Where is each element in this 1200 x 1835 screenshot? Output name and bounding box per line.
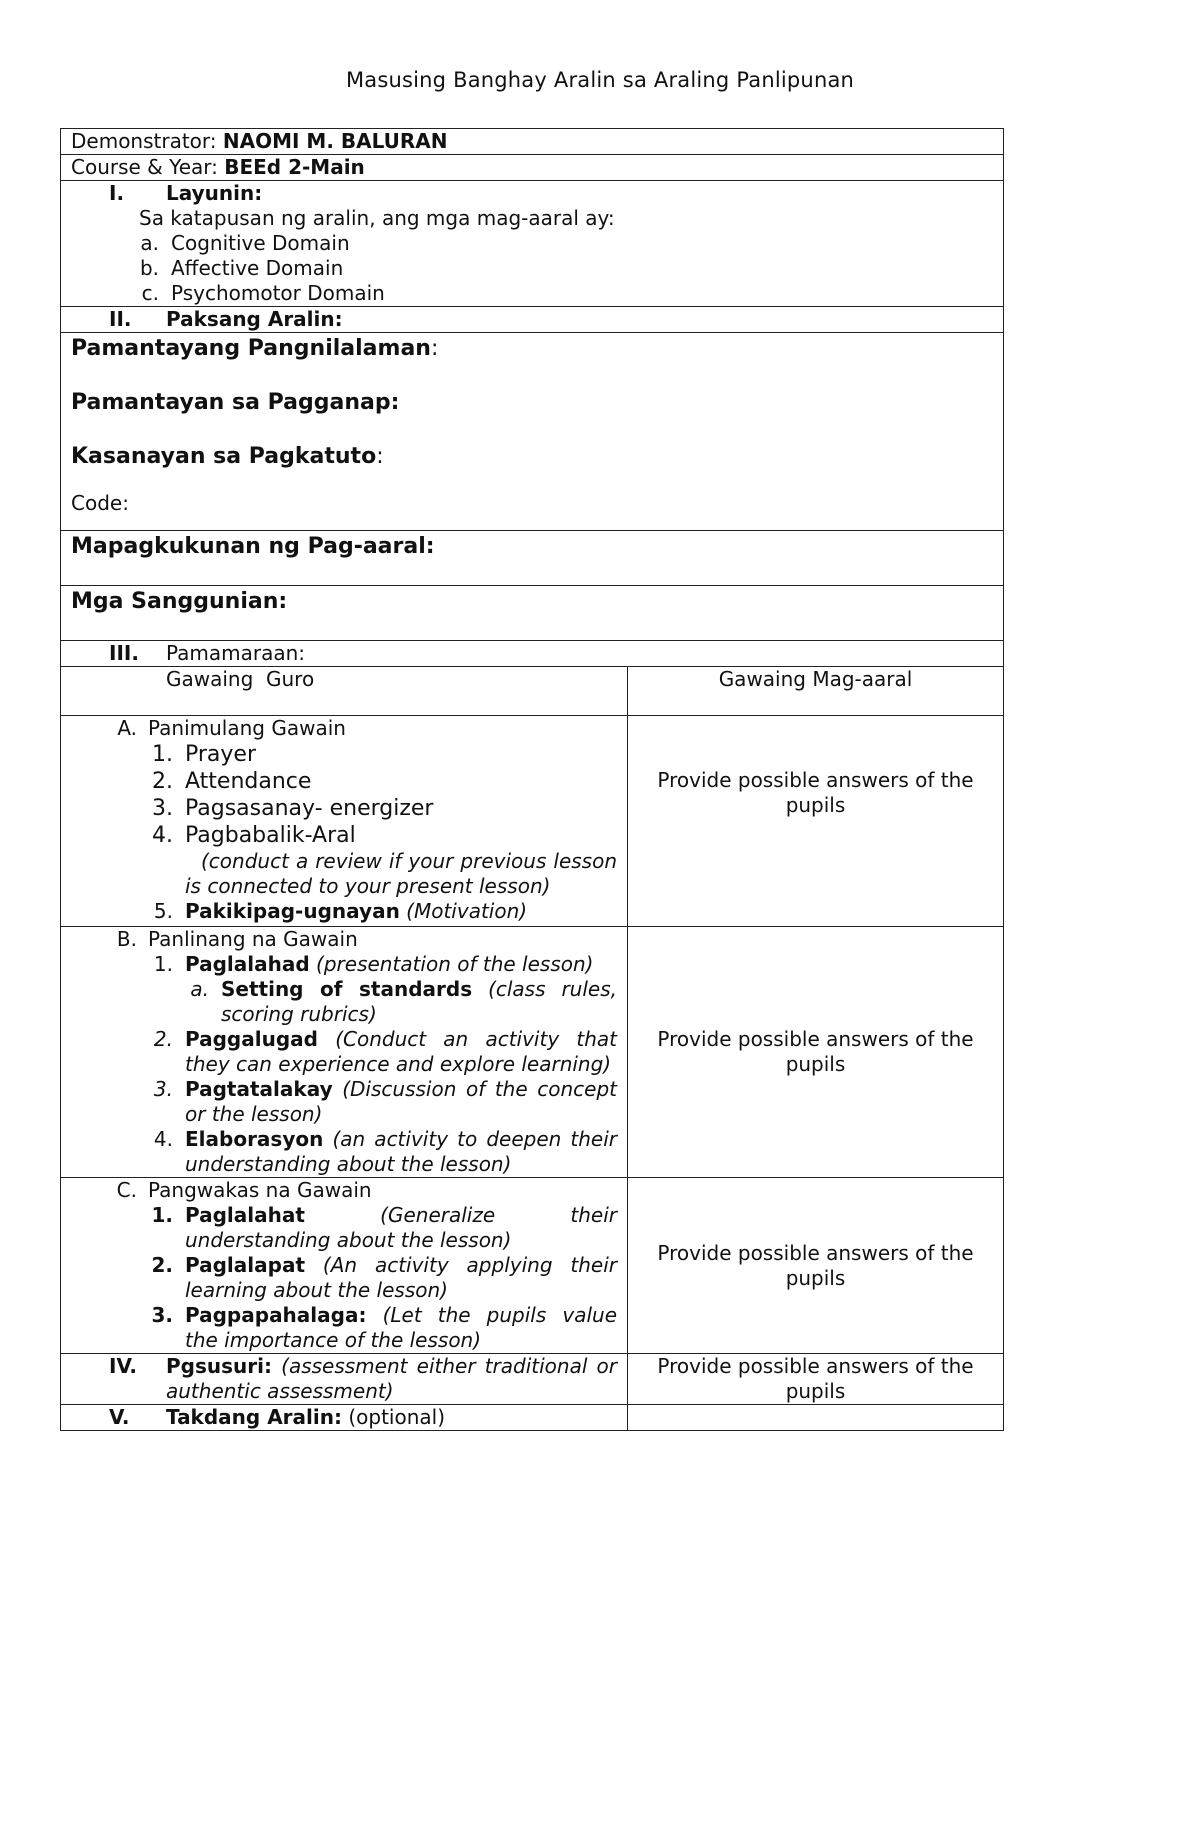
pagganap-heading: Pamantayan sa Pagganap: <box>71 390 400 415</box>
list-item: 2. Paggalugad (Conduct an activity that they can experience and explore learning) <box>153 1027 617 1076</box>
takdang-row <box>61 1405 1004 1431</box>
sanggunian-row <box>61 586 1004 641</box>
section-c-row <box>61 1178 1004 1354</box>
mapagkukunan-row <box>61 531 1004 586</box>
section-a-heading: A. Panimulang Gawain <box>117 716 346 740</box>
demonstrator-row <box>61 129 1004 155</box>
list-item: 3. Pagtatalakay (Discussion of the concept or the lesson) <box>153 1077 617 1126</box>
list-item: 3. Pagsasanay- energizer <box>152 796 434 821</box>
section-a-row <box>61 716 1004 927</box>
review-note: (conduct a review if your previous lesson is connected to your present lesson) <box>185 849 617 898</box>
student-answer-c: Provide possible answers of the pupils <box>628 1178 1004 1354</box>
kasanayan-heading: Kasanayan sa Pagkatuto: <box>71 444 384 469</box>
paksang-number: II. <box>109 307 132 331</box>
pagsusuri-note: (assessment either traditional or authentic assessment) <box>166 1354 617 1403</box>
list-item: 1. Prayer <box>152 742 257 767</box>
column-header-row <box>61 667 1004 716</box>
paksang-row <box>61 307 1004 333</box>
pagsusuri-row <box>61 1354 1004 1405</box>
section-b-heading: B. Panlinang na Gawain <box>116 927 358 951</box>
list-item: 4. Pagbabalik-Aral <box>152 823 356 848</box>
list-item: 4. Elaborasyon (an activity to deepen their understanding about the lesson) <box>153 1127 618 1176</box>
student-answer-a: Provide possible answers of the pupils <box>628 716 1004 927</box>
student-answer-iv: Provide possible answers of the pupils <box>628 1354 1004 1405</box>
layunin-intro: Sa katapusan ng aralin, ang mga mag-aaral ay: <box>139 206 615 230</box>
layunin-number: I. <box>109 181 125 205</box>
takdang-note: (optional) <box>348 1405 446 1429</box>
document-title: Masusing Banghay Aralin sa Araling Panlipunan <box>345 68 855 92</box>
student-column-header: Gawaing Mag-aaral <box>628 667 1004 716</box>
pangnilalaman-heading: Pamantayang Pangnilalaman: <box>71 336 439 361</box>
standards-row <box>61 333 1004 531</box>
list-item: 2. Paglalapat (An activity applying their learning about the lesson) <box>151 1253 617 1302</box>
list-item: 1. Paglalahat (Generalize their understanding about the lesson) <box>151 1203 617 1252</box>
layunin-row <box>61 181 1004 307</box>
code-label: Code: <box>71 491 129 515</box>
pamamaraan-row <box>61 641 1004 667</box>
lesson-plan-table <box>60 128 1004 1431</box>
takdang-heading: Takdang Aralin: <box>166 1405 342 1429</box>
list-item: 2. Attendance <box>152 769 312 794</box>
paksang-heading: Paksang Aralin: <box>166 307 343 331</box>
layunin-heading: Layunin: <box>166 181 263 205</box>
pamamaraan-heading: Pamamaraan: <box>166 641 306 665</box>
section-b-row <box>61 927 1004 1178</box>
takdang-answer-cell <box>628 1405 1004 1431</box>
section-c-heading: C. Pangwakas na Gawain <box>116 1178 372 1202</box>
teacher-column-header: Gawaing Guro <box>61 667 628 716</box>
course-value: BEEd 2-Main <box>224 155 365 179</box>
course-label: Course & Year: <box>71 155 218 179</box>
student-answer-b: Provide possible answers of the pupils <box>628 927 1004 1178</box>
pamamaraan-number: III. <box>109 641 139 665</box>
list-item: c. Psychomotor Domain <box>141 281 385 305</box>
pagsusuri-number: IV. <box>109 1354 137 1378</box>
sanggunian-heading: Mga Sanggunian: <box>71 589 288 614</box>
list-item: 1. Paglalahad (presentation of the lesson) <box>153 952 594 976</box>
takdang-number: V. <box>109 1405 130 1429</box>
list-item: 3. Pagpapahalaga: (Let the pupils value the importance of the lesson) <box>151 1303 618 1352</box>
demonstrator-name: NAOMI M. BALURAN <box>222 129 448 153</box>
list-item: a. Cognitive Domain <box>140 231 350 255</box>
list-item: a. Setting of standards (class rules, scoring rubrics) <box>190 977 617 1026</box>
demonstrator-label: Demonstrator: <box>71 129 217 153</box>
course-row <box>61 155 1004 181</box>
pagsusuri-heading: Pgsusuri: <box>166 1354 272 1378</box>
list-item: 5. Pakikipag-ugnayan (Motivation) <box>153 899 528 923</box>
list-item: b. Affective Domain <box>139 256 344 280</box>
mapagkukunan-heading: Mapagkukunan ng Pag-aaral: <box>71 534 435 559</box>
